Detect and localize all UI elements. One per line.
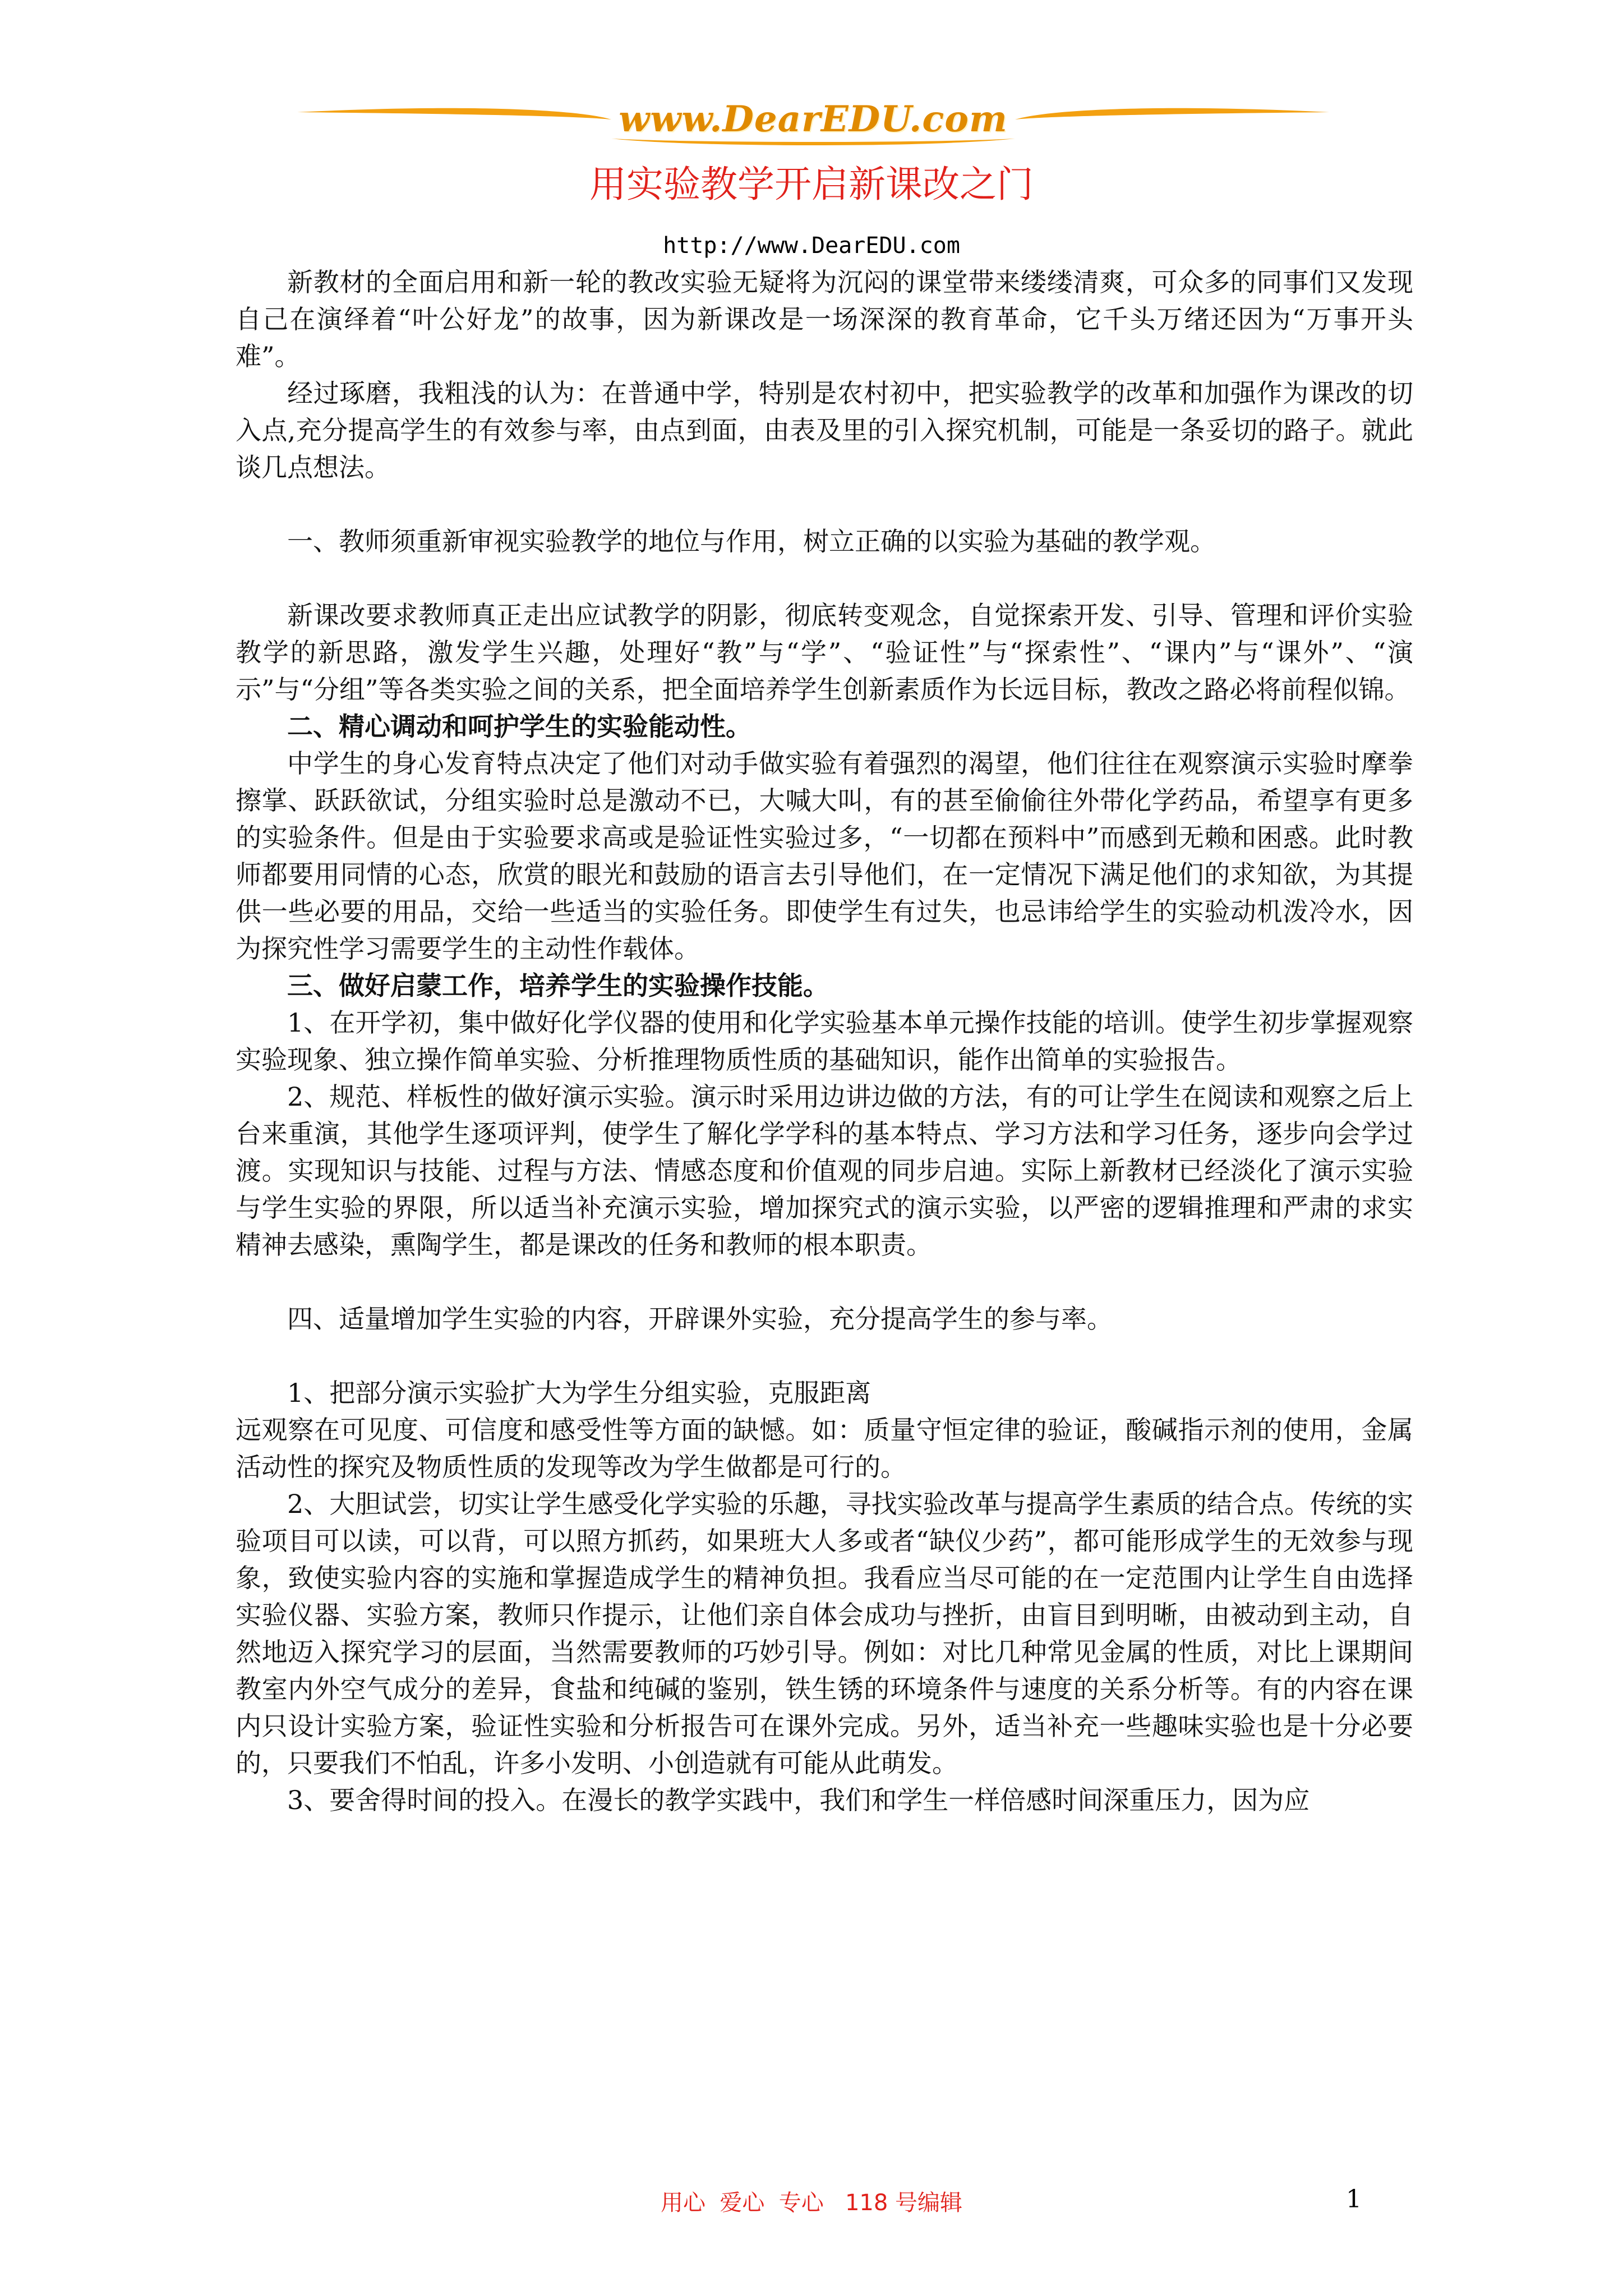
- footer-text: 用心 爱心 专心 118 号编辑: [660, 2190, 963, 2216]
- brand-text: www.DearEDU.com: [619, 98, 1008, 140]
- paragraph: 新课改要求教师真正走出应试教学的阴影，彻底转变观念，自觉探索开发、引导、管理和评价实验教学的新思路，激发学生兴趣，处理好“教”与“学”、“验证性”与“探索性”、“课内”与“课外”、“演示”与“分组”等各类实验之间的关系，把全面培养学生创新素质作为长远目标，教改之路必将前程似锦。: [236, 600, 1413, 705]
- article-body: [236, 264, 1413, 1819]
- paragraph: 2、规范、样板性的做好演示实验。演示时采用边讲边做的方法，有的可让学生在阅读和观察之后上台来重演，其他学生逐项评判，使学生了解化学学科的基本特点、学习方法和学习任务，逐步向会学过渡。实现知识与技能、过程与方法、情感态度和价值观的同步启迪。实际上新教材已经淡化了演示实验与学生实验的界限，所以适当补充演示实验，增加探究式的演示实验，以严密的逻辑推理和严肃的求实精神去感染，熏陶学生，都是课改的任务和教师的根本职责。: [236, 1082, 1413, 1260]
- paragraph: 2、大胆试尝，切实让学生感受化学实验的乐趣，寻找实验改革与提高学生素质的结合点。传统的实验项目可以读，可以背，可以照方抓药，如果班大人多或者“缺仪少药”，都可能形成学生的无效参与现象，致使实验内容的实施和掌握造成学生的精神负担。我看应当尽可能的在一定范围内让学生自由选择实验仪器、实验方案，教师只作提示，让他们亲自体会成功与挫折，由盲目到明晰，由被动到主动，自然地迈入探究学习的层面，当然需要教师的巧妙引导。例如：对比几种常见金属的性质，对比上课期间教室内外空气成分的差异，食盐和纯碱的鉴别，铁生锈的环境条件与速度的关系分析等。有的内容在课内只设计实验方案，验证性实验和分析报告可在课外完成。另外，适当补充一些趣味实验也是十分必要的，只要我们不怕乱，许多小发明、小创造就有可能从此萌发。: [236, 1489, 1413, 1778]
- page-number: 1: [1346, 2185, 1362, 2214]
- section-heading: 四、适量增加学生实验的内容，开辟课外实验，充分提高学生的参与率。: [287, 1304, 1113, 1334]
- paragraph: 中学生的身心发育特点决定了他们对动手做实验有着强烈的渴望，他们往往在观察演示实验时摩拳擦掌、跃跃欲试，分组实验时总是激动不已，大喊大叫，有的甚至偷偷往外带化学药品，希望享有更多的实验条件。但是由于实验要求高或是验证性实验过多，“一切都在预料中”而感到无赖和困惑。此时教师都要用同情的心态，欣赏的眼光和鼓励的语言去引导他们，在一定情况下满足他们的求知欲，为其提供一些必要的用品，交给一些适当的实验任务。即使学生有过失，也忌讳给学生的实验动机泼冷水，因为探究性学习需要学生的主动性作载体。: [236, 748, 1413, 964]
- section-heading: 一、教师须重新审视实验教学的地位与作用，树立正确的以实验为基础的教学观。: [287, 526, 1216, 556]
- paragraph: 1、把部分演示实验扩大为学生分组实验，克服距离: [287, 1378, 872, 1408]
- page-title: 用实验教学开启新课改之门: [589, 163, 1034, 206]
- section-heading: 三、做好启蒙工作，培养学生的实验操作技能。: [287, 970, 829, 1001]
- paragraph: 新教材的全面启用和新一轮的教改实验无疑将为沉闷的课堂带来缕缕清爽，可众多的同事们又发现自己在演绎着“叶公好龙”的故事，因为新课改是一场深深的教育革命，它千头万绪还因为“万事开头难”。: [236, 267, 1413, 371]
- paragraph: 远观察在可见度、可信度和感受性等方面的缺憾。如：质量守恒定律的验证，酸碱指示剂的使用，金属活动性的探究及物质性质的发现等改为学生做都是可行的。: [236, 1415, 1413, 1482]
- paragraph: 1、在开学初，集中做好化学仪器的使用和化学实验基本单元操作技能的培训。使学生初步掌握观察实验现象、独立操作简单实验、分析推理物质性质的基础知识，能作出简单的实验报告。: [236, 1007, 1413, 1075]
- paragraph: 3、要舍得时间的投入。在漫长的教学实践中，我们和学生一样倍感时间深重压力，因为应: [287, 1785, 1310, 1815]
- section-heading: 二、精心调动和呵护学生的实验能动性。: [287, 711, 751, 742]
- paragraph: 经过琢磨，我粗浅的认为：在普通中学，特别是农村初中，把实验教学的改革和加强作为课改的切入点,充分提高学生的有效参与率，由点到面，由表及里的引入探究机制，可能是一条妥切的路子。就此谈几点想法。: [236, 378, 1413, 482]
- brand-logo: [297, 87, 1329, 154]
- source-url: http://www.DearEDU.com: [663, 233, 960, 259]
